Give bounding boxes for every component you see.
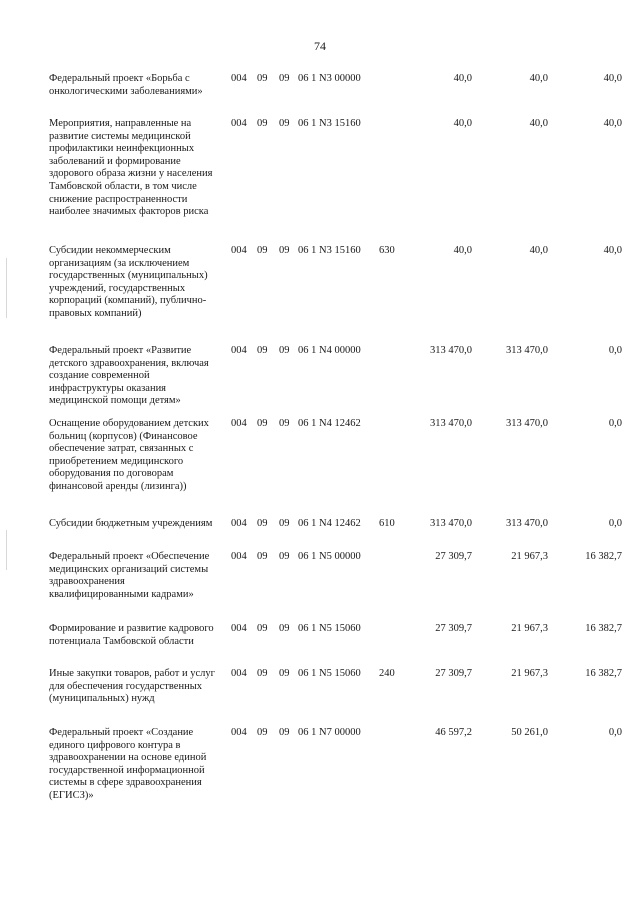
target-article-code: 06 1 N4 00000 <box>298 345 361 356</box>
amount-col-3: 0,0 <box>608 727 622 738</box>
ministry-code: 004 <box>231 518 247 529</box>
subsection-code: 09 <box>279 118 290 129</box>
subsection-code: 09 <box>279 727 290 738</box>
page-number: 74 <box>314 39 326 53</box>
amount-col-2: 50 261,0 <box>511 727 548 738</box>
target-article-code: 06 1 N4 12462 <box>298 518 361 529</box>
subsection-code: 09 <box>279 418 290 429</box>
amount-col-3: 16 382,7 <box>585 623 622 634</box>
amount-col-3: 0,0 <box>608 418 622 429</box>
section-code: 09 <box>257 73 268 84</box>
section-code: 09 <box>257 727 268 738</box>
row-name: Федеральный проект «Обеспечение медицинских организаций системы здравоохранения квалифицированными кадрами» <box>49 551 210 600</box>
amount-col-1: 46 597,2 <box>435 727 472 738</box>
expense-type-code: 630 <box>379 245 395 256</box>
ministry-code: 004 <box>231 623 247 634</box>
subsection-code: 09 <box>279 345 290 356</box>
subsection-code: 09 <box>279 668 290 679</box>
amount-col-2: 40,0 <box>529 73 548 84</box>
section-code: 09 <box>257 245 268 256</box>
amount-col-1: 40,0 <box>453 73 472 84</box>
subsection-code: 09 <box>279 623 290 634</box>
amount-col-1: 313 470,0 <box>430 418 472 429</box>
amount-col-1: 27 309,7 <box>435 551 472 562</box>
section-code: 09 <box>257 118 268 129</box>
target-article-code: 06 1 N7 00000 <box>298 727 361 738</box>
target-article-code: 06 1 N4 12462 <box>298 418 361 429</box>
ministry-code: 004 <box>231 245 247 256</box>
section-code: 09 <box>257 418 268 429</box>
amount-col-3: 16 382,7 <box>585 668 622 679</box>
amount-col-1: 40,0 <box>453 118 472 129</box>
amount-col-2: 313 470,0 <box>506 418 548 429</box>
ministry-code: 004 <box>231 418 247 429</box>
target-article-code: 06 1 N5 15060 <box>298 623 361 634</box>
amount-col-2: 40,0 <box>529 245 548 256</box>
section-code: 09 <box>257 551 268 562</box>
row-name: Формирование и развитие кадрового потенциала Тамбовской области <box>49 623 214 647</box>
amount-col-1: 313 470,0 <box>430 345 472 356</box>
subsection-code: 09 <box>279 551 290 562</box>
amount-col-1: 27 309,7 <box>435 668 472 679</box>
scan-edge-mark <box>6 258 7 318</box>
target-article-code: 06 1 N5 15060 <box>298 668 361 679</box>
ministry-code: 004 <box>231 668 247 679</box>
row-name: Субсидии некоммерческим организациям (за исключением государственных (муниципальных) учреждений, государственных корпораций (компаний), публично-правовых компаний) <box>49 245 208 319</box>
amount-col-2: 21 967,3 <box>511 551 548 562</box>
ministry-code: 004 <box>231 727 247 738</box>
scan-edge-mark <box>6 530 7 570</box>
amount-col-1: 313 470,0 <box>430 518 472 529</box>
amount-col-2: 21 967,3 <box>511 623 548 634</box>
row-name: Субсидии бюджетным учреждениям <box>49 518 213 529</box>
row-name: Федеральный проект «Борьба с онкологическими заболеваниями» <box>49 73 203 97</box>
amount-col-2: 313 470,0 <box>506 345 548 356</box>
amount-col-1: 27 309,7 <box>435 623 472 634</box>
amount-col-3: 0,0 <box>608 518 622 529</box>
amount-col-1: 40,0 <box>453 245 472 256</box>
ministry-code: 004 <box>231 73 247 84</box>
section-code: 09 <box>257 345 268 356</box>
subsection-code: 09 <box>279 518 290 529</box>
amount-col-2: 21 967,3 <box>511 668 548 679</box>
ministry-code: 004 <box>231 345 247 356</box>
row-name: Оснащение оборудованием детских больниц (корпусов) (Финансовое обеспечение затрат, связанных с приобретением медицинского оборудования по договорам финансовой аренды (лизинга)) <box>49 418 209 492</box>
expense-type-code: 610 <box>379 518 395 529</box>
row-name: Федеральный проект «Создание единого цифрового контура в здравоохранении на основе единой государственной информационной системы в сфере здравоохранения (ЕГИСЗ)» <box>49 727 207 801</box>
row-name: Федеральный проект «Развитие детского здравоохранения, включая создание современной инфраструктуры оказания медицинской помощи детям» <box>49 345 209 407</box>
expense-type-code: 240 <box>379 668 395 679</box>
target-article-code: 06 1 N3 15160 <box>298 245 361 256</box>
subsection-code: 09 <box>279 73 290 84</box>
row-name: Мероприятия, направленные на развитие системы медицинской профилактики неинфекционных заболеваний и формирование здорового образа жизни у населения Тамбовской области, в том числе снижение распространенности наиболее значимых факторов риска <box>49 118 213 218</box>
amount-col-2: 40,0 <box>529 118 548 129</box>
section-code: 09 <box>257 668 268 679</box>
amount-col-3: 0,0 <box>608 345 622 356</box>
section-code: 09 <box>257 518 268 529</box>
amount-col-3: 40,0 <box>603 245 622 256</box>
amount-col-3: 40,0 <box>603 118 622 129</box>
ministry-code: 004 <box>231 118 247 129</box>
row-name: Иные закупки товаров, работ и услуг для обеспечения государственных (муниципальных) нужд <box>49 668 215 705</box>
subsection-code: 09 <box>279 245 290 256</box>
amount-col-3: 40,0 <box>603 73 622 84</box>
target-article-code: 06 1 N5 00000 <box>298 551 361 562</box>
amount-col-3: 16 382,7 <box>585 551 622 562</box>
ministry-code: 004 <box>231 551 247 562</box>
amount-col-2: 313 470,0 <box>506 518 548 529</box>
section-code: 09 <box>257 623 268 634</box>
target-article-code: 06 1 N3 15160 <box>298 118 361 129</box>
target-article-code: 06 1 N3 00000 <box>298 73 361 84</box>
